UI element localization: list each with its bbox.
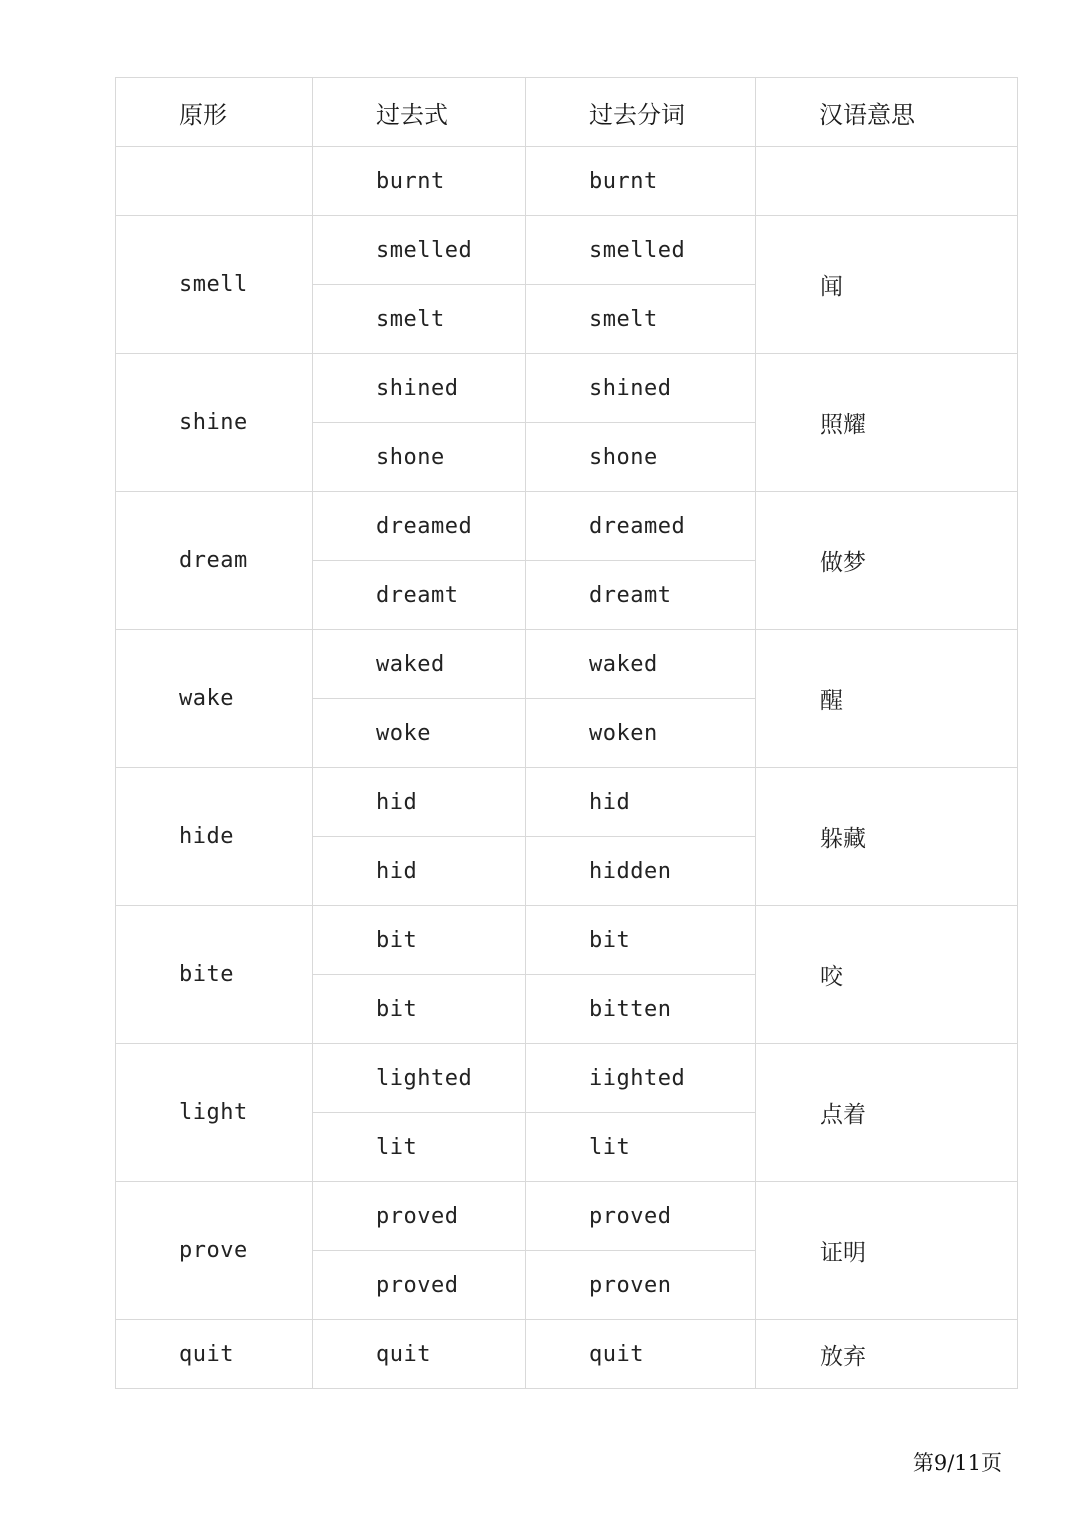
- table-row: [116, 906, 1018, 975]
- header-past-participle: 过去分词: [526, 78, 756, 147]
- header-base-form: 原形: [116, 78, 313, 147]
- past-participle-cell: hid: [526, 768, 756, 837]
- past-participle-cell: shined: [526, 354, 756, 423]
- table-row: [116, 1044, 1018, 1113]
- past-tense-cell: shone: [313, 423, 526, 492]
- past-tense-cell: proved: [313, 1182, 526, 1251]
- past-participle-cell: bitten: [526, 975, 756, 1044]
- past-tense-cell: hid: [313, 837, 526, 906]
- base-form-cell: hide: [116, 768, 313, 906]
- meaning-cell: 醒: [756, 630, 1018, 768]
- past-tense-cell: waked: [313, 630, 526, 699]
- past-participle-cell: bit: [526, 906, 756, 975]
- past-participle-cell: dreamed: [526, 492, 756, 561]
- header-past-tense: 过去式: [313, 78, 526, 147]
- base-form-cell: bite: [116, 906, 313, 1044]
- meaning-cell: 躲藏: [756, 768, 1018, 906]
- meaning-cell: 放弃: [756, 1320, 1018, 1389]
- base-form-cell: wake: [116, 630, 313, 768]
- past-tense-cell: bit: [313, 975, 526, 1044]
- past-participle-cell: iighted: [526, 1044, 756, 1113]
- past-tense-cell: quit: [313, 1320, 526, 1389]
- past-tense-cell: dreamt: [313, 561, 526, 630]
- base-form-cell: smell: [116, 216, 313, 354]
- past-participle-cell: lit: [526, 1113, 756, 1182]
- past-tense-cell: burnt: [313, 147, 526, 216]
- base-form-cell: quit: [116, 1320, 313, 1389]
- past-participle-cell: proved: [526, 1182, 756, 1251]
- table-row: [116, 768, 1018, 837]
- past-participle-cell: smelt: [526, 285, 756, 354]
- past-tense-cell: lighted: [313, 1044, 526, 1113]
- table-row: [116, 1182, 1018, 1251]
- irregular-verb-table: [115, 77, 1018, 1389]
- meaning-cell: 点着: [756, 1044, 1018, 1182]
- table-row: [116, 354, 1018, 423]
- header-chinese-meaning: 汉语意思: [756, 78, 1018, 147]
- table-row: [116, 1320, 1018, 1389]
- base-form-cell: shine: [116, 354, 313, 492]
- past-tense-cell: smelt: [313, 285, 526, 354]
- table-row: [116, 630, 1018, 699]
- table-row: [116, 216, 1018, 285]
- meaning-cell: 照耀: [756, 354, 1018, 492]
- meaning-cell: 咬: [756, 906, 1018, 1044]
- past-tense-cell: proved: [313, 1251, 526, 1320]
- past-tense-cell: lit: [313, 1113, 526, 1182]
- past-participle-cell: waked: [526, 630, 756, 699]
- past-tense-cell: shined: [313, 354, 526, 423]
- past-tense-cell: dreamed: [313, 492, 526, 561]
- past-participle-cell: smelled: [526, 216, 756, 285]
- past-participle-cell: proven: [526, 1251, 756, 1320]
- base-form-cell: dream: [116, 492, 313, 630]
- table-row: [116, 492, 1018, 561]
- past-participle-cell: quit: [526, 1320, 756, 1389]
- past-participle-cell: shone: [526, 423, 756, 492]
- meaning-cell: 证明: [756, 1182, 1018, 1320]
- header-row: [116, 78, 1018, 147]
- past-participle-cell: dreamt: [526, 561, 756, 630]
- meaning-cell: 闻: [756, 216, 1018, 354]
- base-form-cell: light: [116, 1044, 313, 1182]
- past-tense-cell: smelled: [313, 216, 526, 285]
- past-participle-cell: woken: [526, 699, 756, 768]
- past-tense-cell: woke: [313, 699, 526, 768]
- meaning-cell: 做梦: [756, 492, 1018, 630]
- past-tense-cell: bit: [313, 906, 526, 975]
- meaning-cell: [756, 147, 1018, 216]
- past-participle-cell: burnt: [526, 147, 756, 216]
- page-number: 第9/11页: [912, 1451, 1002, 1475]
- past-tense-cell: hid: [313, 768, 526, 837]
- table-row: [116, 147, 1018, 216]
- past-participle-cell: hidden: [526, 837, 756, 906]
- base-form-cell: prove: [116, 1182, 313, 1320]
- base-form-cell: [116, 147, 313, 216]
